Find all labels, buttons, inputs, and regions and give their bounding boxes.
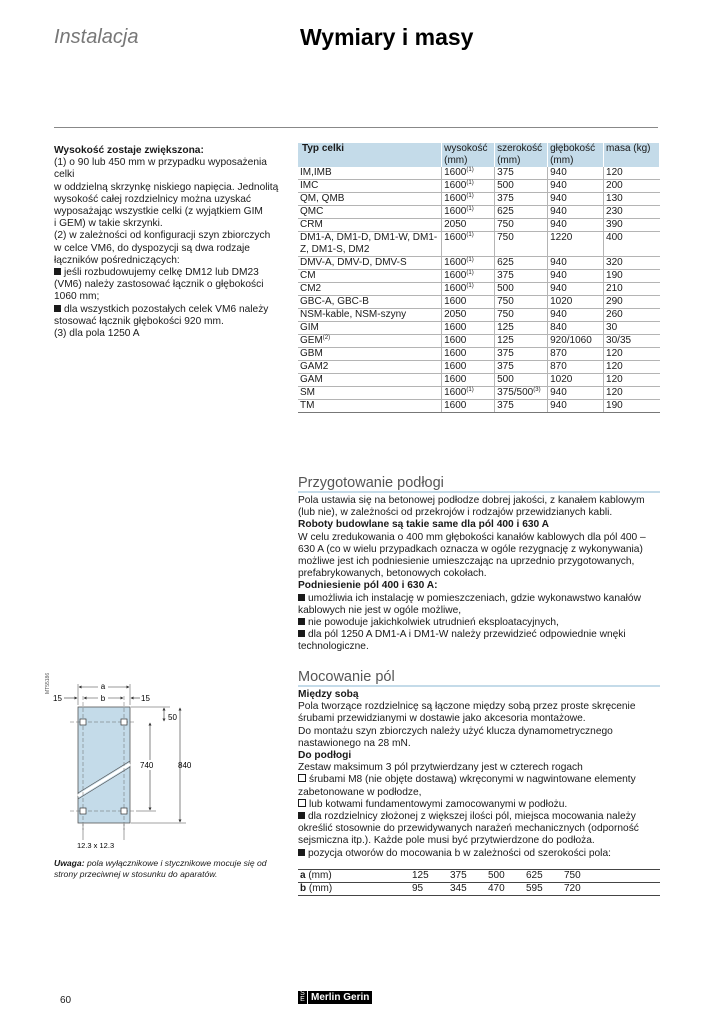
table-row [298,309,660,322]
note-text: pola wyłącznikowe i stycznikowe mocuje się od strony przeciwnej w stosunku do aparatów. [54,858,267,879]
cell-mass: 120 [604,374,660,387]
table-row [298,348,660,361]
cell-width: 750 [495,232,548,257]
cell-height: 1600$^{(1)}$ [442,283,495,296]
cell-height: 1600$^{(1)}$ [442,270,495,283]
floor-prep-heading: Przygotowanie podłogi [298,475,444,491]
cell-mass: 230 [604,206,660,219]
cell-height: 1600$^{(1)}$ [442,257,495,270]
table-row [298,270,660,283]
table-cell: 95 [410,882,448,895]
col-header-mass: masa (kg) [604,143,660,167]
table-row [298,257,660,270]
cell-mass: 120 [604,167,660,180]
cell-mass: 200 [604,180,660,193]
table-row [298,374,660,387]
cell-height: 1600$^{(1)}$ [442,193,495,206]
cell-height: 1600$^{(1)}$ [442,387,495,400]
notes-line: i GEM) w takie skrzynki. [54,218,163,230]
cell-mass: 130 [604,193,660,206]
cell-depth: 940 [548,180,604,193]
mounting-para: Zestaw maksimum 3 pól przytwierdzany jest w czterech rogach [298,762,583,774]
dimension-label-740: 740 [140,761,154,770]
table-row [298,219,660,232]
dimensions-table-wrap [298,143,660,413]
cell-depth: 1020 [548,374,604,387]
cell-height: 2050 [442,309,495,322]
cell-width: 750 [495,296,548,309]
cell-type: CRM [298,219,442,232]
notes-line: (1) o 90 lub 450 mm w przypadku wyposażenia celki [54,157,267,181]
cell-depth: 940 [548,206,604,219]
table-header-row [298,143,660,167]
heading-rule [298,685,660,687]
brand-name: Merlin Gerin [308,991,372,1004]
drawing-note [54,858,286,879]
cell-type: QM, QMB [298,193,442,206]
bullet-square-icon [54,305,61,312]
notes-line: łączników pośredniczących: [54,254,180,266]
cell-width: 375 [495,400,548,413]
dimension-label-15-left: 15 [53,694,62,703]
list-item: dla pól 1250 A DM1-A i DM1-W należy przewidzieć odpowiednie wnęki technologiczne. [298,629,626,653]
dimension-label-50: 50 [168,713,177,722]
cell-height: 1600$^{(1)}$ [442,232,495,257]
mounting-para: Pola tworzące rozdzielnicę są łączone między sobą przez proste skręcenie śrubami przewidzianymi w dostawie jako akcesoria montażowe. [298,701,636,725]
cell-type: SM [298,387,442,400]
table-cell: 345 [448,882,486,895]
table-cell: 125 [410,869,448,882]
floor-prep-intro: Pola ustawia się na betonowej podłodze dobrej jakości, z kanałem kablowym (lub nie), w zależności od przekrojów i rodzajów przewidzianych kabli. [298,495,645,519]
cell-width: 625 [495,257,548,270]
note-label: Uwaga: [54,858,85,868]
mounting-heading: Mocowanie pól [298,669,395,685]
col-header-depth: głębokość (mm) [548,143,604,167]
cell-type: NSM-kable, NSM-szyny [298,309,442,322]
cell-mass: 190 [604,270,660,283]
footnote-ref: (3) [533,387,541,393]
cell-width: 375/500$^{(3)}$ [495,387,548,400]
page-title: Wymiary i masy [300,24,474,50]
footnote-ref: (1) [466,270,474,276]
footnote-ref: (1) [466,167,474,173]
height-notes [54,145,286,340]
cell-depth: 940 [548,167,604,180]
cell-width: 750 [495,309,548,322]
cell-width: 500 [495,283,548,296]
checkbox-square-icon [298,774,306,782]
dimension-label-15-right: 15 [141,694,150,703]
list-item: nie powoduje jakichkolwiek utrudnień eksploatacyjnych, [298,617,660,629]
cell-height: 1600 [442,322,495,335]
notes-line: wyposażając wszystkie celki (z wyjątkiem GIM [54,206,263,218]
table-row [298,232,660,257]
cell-mass: 400 [604,232,660,257]
bullet-square-icon [54,268,61,275]
cell-depth: 940 [548,270,604,283]
mounting-hole [80,808,86,814]
bullet-square-icon [298,849,305,856]
cell-depth: 1020 [548,296,604,309]
hole-size-label: 12.3 x 12.3 [77,841,115,850]
checkbox-square-icon [298,799,306,807]
col-header-type: Typ celki [298,143,442,167]
cell-height: 1600 [442,400,495,413]
table-row [298,193,660,206]
footnote-ref: (1) [466,180,474,186]
table-cell: 375 [448,869,486,882]
bullet-square-icon [298,812,305,819]
cell-height: 1600 [442,374,495,387]
cell-depth: 870 [548,348,604,361]
bullet-square-icon [298,594,305,601]
cell-height: 1600 [442,361,495,374]
cell-type: GEM$^{(2)}$ [298,335,442,348]
cell-mass: 30/35 [604,335,660,348]
bullet-square-icon [298,630,305,637]
drawing-ref: MT55186 [45,672,51,694]
cell-type: GBM [298,348,442,361]
mounting-section [298,669,660,896]
cell-depth: 940 [548,283,604,296]
cell-height: 1600 [442,296,495,309]
footnote-ref: (1) [466,193,474,199]
cell-width: 500 [495,180,548,193]
table-row [298,206,660,219]
mounting-drawing [40,672,270,856]
cell-type: IM,IMB [298,167,442,180]
cell-mass: 290 [604,296,660,309]
cell-depth: 940 [548,219,604,232]
cell-width: 375 [495,361,548,374]
bolt-position-table [298,869,660,896]
cell-depth: 920/1060 [548,335,604,348]
notes-line: wysokość całej rozdzielnicy można uzyskać [54,193,252,205]
table-row [298,387,660,400]
mounting-hole [121,808,127,814]
floor-prep-para: W celu zredukowania o 400 mm głębokości kanałów kablowych dla pól 400 – 630 A (co w wielu przypadkach oznacza w ogóle rezygnację z wykonywania) możliwe jest ich podniesienie umieszczając na uprzednio przygotowanych, prefabrykowanych, betonowych cokołach. [298,531,646,580]
table-cell: 500 [486,869,524,882]
cell-height: 2050 [442,219,495,232]
cell-depth: 1220 [548,232,604,257]
dimension-label-a: a [100,682,106,691]
brand-logo [298,991,372,1004]
cell-width: 625 [495,206,548,219]
list-item: lub kotwami fundamentowymi zamocowanymi w podłożu. [298,799,660,811]
table-row [298,283,660,296]
cell-width: 125 [495,322,548,335]
floor-prep-section [298,475,660,654]
cell-mass: 260 [604,309,660,322]
notes-line: w oddzielną skrzynkę niskiego napięcia. Jednolitą [54,181,279,193]
footnote-ref: (1) [466,232,474,238]
footnote-ref: (1) [466,387,474,393]
section-label: Instalacja [54,26,139,48]
table-cell: 470 [486,882,524,895]
mounting-hole [80,719,86,725]
cell-mass: 30 [604,322,660,335]
cell-mass: 390 [604,219,660,232]
table-cell: 750 [562,869,660,882]
mounting-para: Do montażu szyn zbiorczych należy użyć klucza dynamometrycznego nastawionego na 28 mN. [298,725,613,749]
list-item: umożliwia ich instalację w pomieszczeniach, gdzie wykonawstwo kanałów kablowych nie jest w ogóle możliwe, [298,592,641,616]
cell-mass: 210 [604,283,660,296]
cell-depth: 940 [548,400,604,413]
cell-mass: 320 [604,257,660,270]
cell-width: 375 [495,348,548,361]
cell-depth: 840 [548,322,604,335]
notes-title: Wysokość zostaje zwiększona: [54,145,204,156]
notes-line: (3) dla pola 1250 A [54,328,140,340]
footnote-ref: (1) [466,206,474,212]
list-item: dla rozdzielnicy złożonej z większej ilości pól, miejsca mocowania należy określić stosownie do przewidywanych narażeń mechanicznych (odporność sejsmiczna itp.). Każde pole musi być przytwierdzone do podłoża. [298,811,639,847]
bullet-square-icon [298,618,305,625]
table-cell: 625 [524,869,562,882]
list-item: pozycja otworów do mocowania b w zależności od szerokości pola: [298,848,660,860]
footnote-ref: (1) [466,283,474,289]
cell-depth: 940 [548,257,604,270]
notes-bullet: jeśli rozbudowujemy celkę DM12 lub DM23 (VM6) należy zastosować łącznik o głębokości 1060 mm; [54,267,264,303]
cell-type: GIM [298,322,442,335]
cell-type: TM [298,400,442,413]
cell-type: GAM2 [298,361,442,374]
cell-type: DM1-A, DM1-D, DM1-W, DM1-Z, DM1-S, DM2 [298,232,442,257]
table-row [298,180,660,193]
col-header-width: szerokość (mm) [495,143,548,167]
table-cell: 720 [562,882,660,895]
cell-type: GBC-A, GBC-B [298,296,442,309]
cell-depth: 940 [548,309,604,322]
dimension-label-b: b [100,694,106,703]
cell-depth: 870 [548,361,604,374]
cell-width: 375 [495,193,548,206]
cell-height: 1600 [442,335,495,348]
cell-mass: 120 [604,348,660,361]
floor-prep-bold: Podniesienie pól 400 i 630 A: [298,580,438,592]
cell-type: QMC [298,206,442,219]
mounting-hole [121,719,127,725]
cell-type: CM2 [298,283,442,296]
footnote-ref: (1) [466,257,474,263]
dimension-label-840: 840 [178,761,192,770]
cell-mass: 190 [604,400,660,413]
cell-mass: 120 [604,361,660,374]
cell-mass: 120 [604,387,660,400]
schneider-logo-icon: S E [298,991,307,1004]
cell-depth: 940 [548,387,604,400]
table-row [298,400,660,413]
cell-height: 1600$^{(1)}$ [442,167,495,180]
cell-height: 1600 [442,348,495,361]
table-row [298,322,660,335]
cell-height: 1600$^{(1)}$ [442,180,495,193]
table-row [298,335,660,348]
cell-type: GAM [298,374,442,387]
floor-prep-bold: Roboty budowlane są takie same dla pól 400 i 630 A [298,519,549,531]
table-row [298,361,660,374]
heading-rule [298,491,660,493]
row-label-b: b [300,882,307,894]
cell-depth: 940 [548,193,604,206]
cell-type: DMV-A, DMV-D, DMV-S [298,257,442,270]
mounting-sub-heading: Między sobą [298,689,359,700]
table-row: b (mm) 95 345 470 595 720 [298,882,660,895]
list-item: śrubami M8 (nie objęte dostawą) wkręconymi w nagwintowane elementy zabetonowane w podłodze, [298,774,636,798]
cell-width: 125 [495,335,548,348]
table-row [298,167,660,180]
notes-line: w celce VM6, do dyspozycji są dwa rodzaje [54,242,250,254]
cell-type: CM [298,270,442,283]
mounting-sub-heading: Do podłogi [298,750,352,762]
page-number: 60 [60,995,72,1006]
cell-width: 500 [495,374,548,387]
top-rule [54,127,658,128]
col-header-height: wysokość (mm) [442,143,495,167]
cell-width: 375 [495,270,548,283]
notes-bullet: dla wszystkich pozostałych celek VM6 należy stosować łącznik głębokości 920 mm. [54,303,269,327]
dimensions-table [298,143,660,413]
cell-width: 375 [495,167,548,180]
notes-line: (2) w zależności od konfiguracji szyn zbiorczych [54,230,271,242]
footnote-ref: (2) [322,335,331,341]
cell-height: 1600$^{(1)}$ [442,206,495,219]
table-cell: 595 [524,882,562,895]
cell-width: 750 [495,219,548,232]
table-row: a (mm) 125 375 500 625 750 [298,869,660,882]
row-label-a: a [300,869,306,881]
table-row [298,296,660,309]
cell-type: IMC [298,180,442,193]
